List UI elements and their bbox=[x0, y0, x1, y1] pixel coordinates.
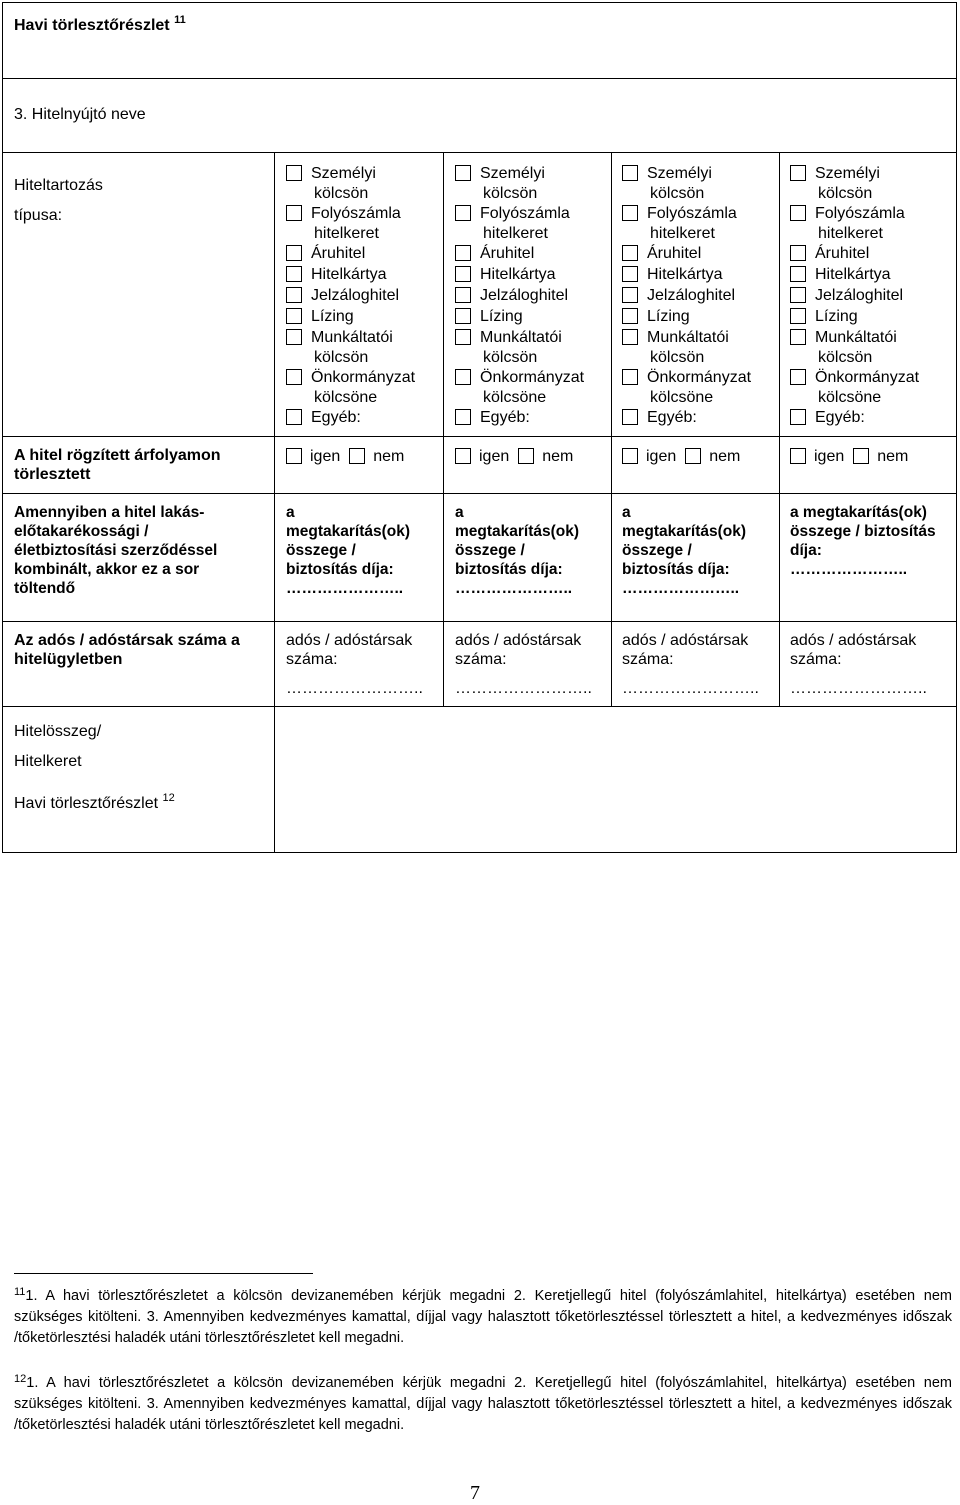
footnote-11: $^{11}$1. A havi törlesztőrészletet a kölcsön devizanemében kérjük megadni 2. Keretjellegű hitel (folyószámlahitel, hitelkártya) esetében nem szükséges kitölteni. 3. Amennyiben kedvezményes kamattal, díjjal vagy halasztott tőketörlesztéssel törlesztett a hitel, a kedvezményes időszak /tőketörlesztési haladék utáni törlesztőrészletet kell megadni. bbox=[14, 1286, 952, 1346]
row-divider bbox=[2, 493, 957, 494]
checkbox-nem[interactable] bbox=[518, 448, 534, 464]
column-divider bbox=[274, 152, 275, 853]
table-border-right bbox=[956, 2, 957, 853]
savings-blank-field[interactable]: ………………….. bbox=[286, 580, 404, 597]
checkbox-jelzaloghitel[interactable] bbox=[622, 287, 638, 303]
checkbox-munkaltatoi[interactable] bbox=[622, 329, 638, 345]
row-divider bbox=[2, 78, 957, 79]
header-title: Havi törlesztőrészlet $^{11}$ bbox=[14, 14, 186, 34]
checkbox-lizing[interactable] bbox=[286, 308, 302, 324]
fixed-rate-choice-col4: igen nem bbox=[790, 446, 908, 467]
checkbox-folyoszamla[interactable] bbox=[286, 205, 302, 221]
debtors-blank-field[interactable]: …………………….. bbox=[455, 680, 592, 697]
debtors-count-col3: adós / adóstársak száma: …………………….. bbox=[622, 631, 787, 698]
savings-amount-col2: a megtakarítás(ok) összege / biztosítás díja: ………………….. bbox=[455, 503, 620, 598]
footnote-mark: 11 bbox=[14, 1286, 26, 1298]
fixed-rate-choice-col3: igen nem bbox=[622, 446, 740, 467]
table-border-bottom bbox=[2, 852, 957, 853]
row-divider bbox=[2, 706, 957, 707]
savings-amount-col1: a megtakarítás(ok) összege / biztosítás díja: ………………….. bbox=[286, 503, 451, 598]
footnote-12: $^{12}$1. A havi törlesztőrészletet a kölcsön devizanemében kérjük megadni 2. Keretjellegű hitel (folyószámlahitel, hitelkártya) esetében nem szükséges kitölteni. 3. Amennyiben kedvezményes kamattal, díjjal vagy halasztott tőketörlesztéssel törlesztett a hitel, a kedvezményes időszak /tőketörlesztési haladék utáni törlesztőrészletet kell megadni. bbox=[14, 1373, 952, 1433]
debtors-count-col1: adós / adóstársak száma: …………………….. bbox=[286, 631, 451, 698]
debtors-blank-field[interactable]: …………………….. bbox=[790, 680, 927, 697]
loan-type-options-col2: Személyi kölcsön Folyószámla hitelkeret Áruhitel Hitelkártya Jelzáloghitel Lízing Munkáltatói kölcsön Önkormányzat kölcsöne Egyéb: bbox=[455, 163, 620, 428]
section-title: 3. Hitelnyújtó neve bbox=[14, 106, 146, 123]
fixed-rate-choice-col1: igen nem bbox=[286, 446, 404, 467]
amount-label: Hitelkeret bbox=[14, 753, 82, 770]
row-divider bbox=[2, 436, 957, 437]
checkbox-folyoszamla[interactable] bbox=[622, 205, 638, 221]
checkbox-szemelyi[interactable] bbox=[455, 165, 471, 181]
checkbox-igen[interactable] bbox=[286, 448, 302, 464]
savings-amount-col4: a megtakarítás(ok) összege / biztosítás díja: ………………….. bbox=[790, 503, 950, 579]
checkbox-nem[interactable] bbox=[685, 448, 701, 464]
checkbox-egyeb[interactable] bbox=[622, 409, 638, 425]
debtors-count-col2: adós / adóstársak száma: …………………….. bbox=[455, 631, 620, 698]
footnote-ref-12: 12 bbox=[162, 792, 175, 804]
checkbox-aruhitel[interactable] bbox=[286, 245, 302, 261]
checkbox-igen[interactable] bbox=[622, 448, 638, 464]
checkbox-jelzaloghitel[interactable] bbox=[286, 287, 302, 303]
checkbox-jelzaloghitel[interactable] bbox=[455, 287, 471, 303]
checkbox-hitelkartya[interactable] bbox=[286, 266, 302, 282]
table-border-left bbox=[2, 2, 3, 853]
checkbox-szemelyi[interactable] bbox=[622, 165, 638, 181]
loan-type-label: Hiteltartozás bbox=[14, 177, 103, 194]
checkbox-nem[interactable] bbox=[349, 448, 365, 464]
loan-type-options-col1: Személyi kölcsön Folyószámla hitelkeret Áruhitel Hitelkártya Jelzáloghitel Lízing Munkáltatói kölcsön Önkormányzat kölcsöne Egyéb: bbox=[286, 163, 451, 428]
checkbox-munkaltatoi[interactable] bbox=[286, 329, 302, 345]
checkbox-hitelkartya[interactable] bbox=[622, 266, 638, 282]
debtors-label: Az adós / adóstársak száma a hitelügyletben bbox=[14, 632, 240, 668]
row-divider bbox=[2, 152, 957, 153]
checkbox-aruhitel[interactable] bbox=[622, 245, 638, 261]
checkbox-folyoszamla[interactable] bbox=[455, 205, 471, 221]
loan-type-label: típusa: bbox=[14, 207, 63, 224]
checkbox-nem[interactable] bbox=[853, 448, 869, 464]
amount-label: Hitelösszeg/ bbox=[14, 723, 102, 740]
checkbox-egyeb[interactable] bbox=[790, 409, 806, 425]
checkbox-egyeb[interactable] bbox=[455, 409, 471, 425]
table-border-top bbox=[2, 2, 957, 3]
loan-type-options-col3: Személyi kölcsön Folyószámla hitelkeret Áruhitel Hitelkártya Jelzáloghitel Lízing Munkáltatói kölcsön Önkormányzat kölcsöne Egyéb: bbox=[622, 163, 787, 428]
savings-blank-field[interactable]: ………………….. bbox=[455, 580, 573, 597]
footnote-separator bbox=[14, 1273, 313, 1274]
debtors-blank-field[interactable]: …………………….. bbox=[622, 680, 759, 697]
fixed-rate-label: A hitel rögzített árfolyamon törlesztett bbox=[14, 447, 221, 483]
footnote-mark: 12 bbox=[14, 1373, 27, 1385]
checkbox-igen[interactable] bbox=[455, 448, 471, 464]
savings-label: Amennyiben a hitel lakás-előtakarékossági / életbiztosítási szerződéssel kombinált, akkor ez a sor töltendő bbox=[14, 504, 218, 597]
checkbox-aruhitel[interactable] bbox=[790, 245, 806, 261]
savings-amount-col3: a megtakarítás(ok) összege / biztosítás díja: ………………….. bbox=[622, 503, 787, 598]
checkbox-folyoszamla[interactable] bbox=[790, 205, 806, 221]
checkbox-munkaltatoi[interactable] bbox=[455, 329, 471, 345]
debtors-count-col4: adós / adóstársak száma: …………………….. bbox=[790, 631, 955, 698]
fixed-rate-choice-col2: igen nem bbox=[455, 446, 573, 467]
checkbox-lizing[interactable] bbox=[455, 308, 471, 324]
checkbox-hitelkartya[interactable] bbox=[790, 266, 806, 282]
checkbox-hitelkartya[interactable] bbox=[455, 266, 471, 282]
checkbox-jelzaloghitel[interactable] bbox=[790, 287, 806, 303]
savings-blank-field[interactable]: ………………….. bbox=[622, 580, 740, 597]
checkbox-onkormanyzat[interactable] bbox=[286, 369, 302, 385]
checkbox-munkaltatoi[interactable] bbox=[790, 329, 806, 345]
checkbox-egyeb[interactable] bbox=[286, 409, 302, 425]
checkbox-szemelyi[interactable] bbox=[286, 165, 302, 181]
checkbox-szemelyi[interactable] bbox=[790, 165, 806, 181]
savings-blank-field[interactable]: ………………….. bbox=[790, 561, 908, 578]
checkbox-lizing[interactable] bbox=[622, 308, 638, 324]
checkbox-onkormanyzat[interactable] bbox=[455, 369, 471, 385]
footnote-ref-11: 11 bbox=[174, 14, 186, 26]
checkbox-lizing[interactable] bbox=[790, 308, 806, 324]
row-divider bbox=[2, 621, 957, 622]
page-number: 7 bbox=[470, 1482, 480, 1504]
checkbox-igen[interactable] bbox=[790, 448, 806, 464]
checkbox-onkormanyzat[interactable] bbox=[790, 369, 806, 385]
debtors-blank-field[interactable]: …………………….. bbox=[286, 680, 423, 697]
checkbox-onkormanyzat[interactable] bbox=[622, 369, 638, 385]
installment-label: Havi törlesztőrészlet $^{12}$ bbox=[14, 792, 175, 812]
checkbox-aruhitel[interactable] bbox=[455, 245, 471, 261]
loan-type-options-col4: Személyi kölcsön Folyószámla hitelkeret Áruhitel Hitelkártya Jelzáloghitel Lízing Munkáltatói kölcsön Önkormányzat kölcsöne Egyéb: bbox=[790, 163, 955, 428]
